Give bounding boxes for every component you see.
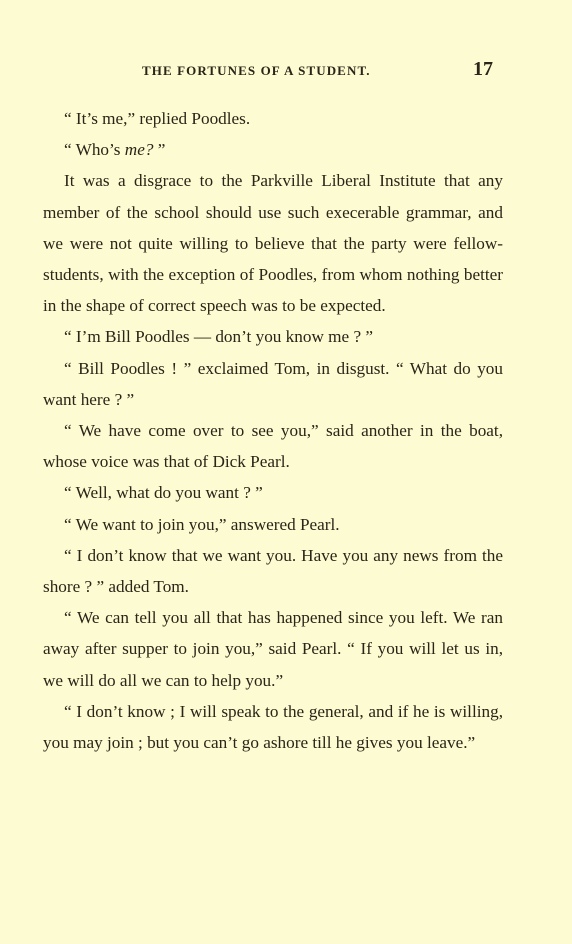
paragraph-10: “ We can tell you all that has happened since you left. We ran away after supper to join you,” said Pearl. “ If you will let us in, we will do all we can to help you.” bbox=[43, 608, 503, 690]
paragraph-3: It was a disgrace to the Parkville Liberal Institute that any member of the school should use such execerable grammar, and we were not quite willing to believe that the party were fellow-students, with the exception of Poodles, from whom nothing better in the shape of correct speech was to be expected. bbox=[43, 171, 503, 316]
paragraph-2-italic-word: me? bbox=[124, 140, 154, 160]
page-number: 17 bbox=[473, 58, 493, 80]
paragraph-1: “ It’s me,” replied Poodles. bbox=[64, 109, 251, 128]
body-text bbox=[43, 103, 503, 758]
paragraph-9: “ I don’t know that we want you. Have you any news from the shore ? ” added Tom. bbox=[43, 545, 503, 597]
running-head bbox=[0, 58, 572, 82]
paragraph-2-text-end: ” bbox=[153, 140, 166, 160]
running-title: THE FORTUNES OF A STUDENT. bbox=[142, 63, 371, 78]
paragraph-11: “ I don’t know ; I will speak to the general, and if he is willing, you may join ; but you can’t go ashore till he gives you leave.” bbox=[43, 701, 503, 753]
paragraph-7: “ Well, what do you want ? ” bbox=[64, 483, 263, 503]
paragraph-8: “ We want to join you,” answered Pearl. bbox=[64, 514, 340, 534]
paragraph-2 bbox=[43, 134, 503, 165]
paragraph-2-text-start: “ Who’s bbox=[64, 140, 125, 160]
paragraph-4: “ I’m Bill Poodles — don’t you know me ? ” bbox=[64, 327, 374, 347]
paragraph-5: “ Bill Poodles ! ” exclaimed Tom, in disgust. “ What do you want here ? ” bbox=[43, 358, 503, 409]
paragraph-6: “ We have come over to see you,” said another in the boat, whose voice was that of Dick Pearl. bbox=[43, 421, 503, 472]
